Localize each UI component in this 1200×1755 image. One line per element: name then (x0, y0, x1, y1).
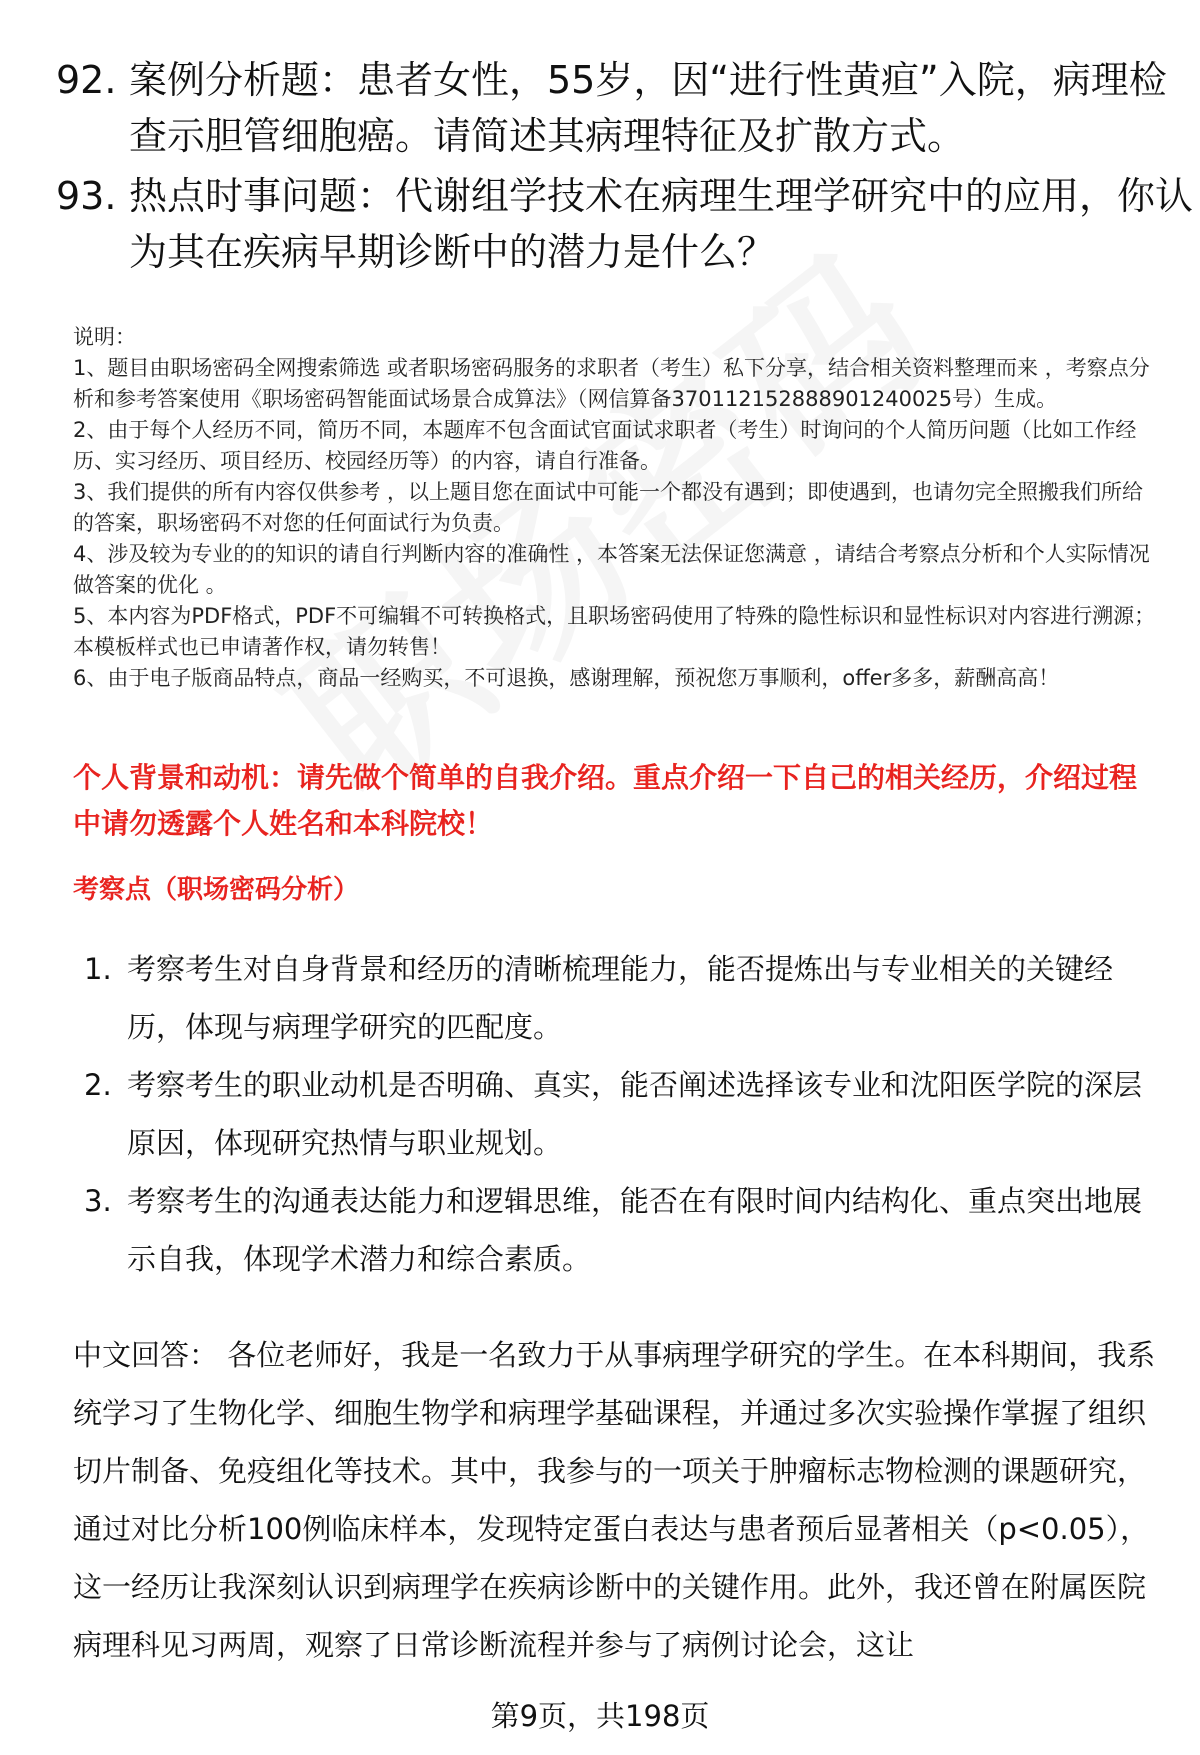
section-heading: 个人背景和动机：请先做个简单的自我介绍。重点介绍一下自己的相关经历，介绍过程中请勿透露个人姓名和本科院校！ (73, 761, 1138, 840)
analysis-point (84, 940, 1164, 1056)
analysis-heading: 考察点（职场密码分析） (73, 875, 360, 905)
note-item: 3、我们提供的所有内容仅供参考 ，以上题目您在面试中可能一个都没有遇到；即使遇到，也请勿完全照搬我们所给的答案，职场密码不对您的任何面试行为负责。 (73, 480, 1144, 535)
analysis-point (84, 1172, 1164, 1288)
note-item: 6、由于电子版商品特点，商品一经购买，不可退换，感谢理解，预祝您万事顺利，offer多多，薪酬高高！ (73, 666, 1060, 690)
analysis-points (84, 940, 1164, 1288)
point-number: 1. (84, 952, 112, 986)
point-text: 考察考生的沟通表达能力和逻辑思维，能否在有限时间内结构化、重点突出地展示自我，体现学术潜力和综合素质。 (127, 1184, 1143, 1276)
point-number: 2. (84, 1068, 112, 1102)
notes-block (73, 322, 1163, 694)
point-text: 考察考生的职业动机是否明确、真实，能否阐述选择该专业和沈阳医学院的深层原因，体现研究热情与职业规划。 (127, 1068, 1143, 1160)
note-item: 4、涉及较为专业的的知识的请自行判断内容的准确性 ，本答案无法保证您满意 ，请结合考察点分析和个人实际情况做答案的优化 。 (73, 542, 1150, 597)
analysis-point (84, 1056, 1164, 1172)
question-number: 93. (56, 174, 117, 218)
question-number: 92. (56, 58, 117, 102)
notes-title: 说明： (73, 325, 136, 349)
question-text: 案例分析题：患者女性，55岁，因“进行性黄疸”入院，病理检查示胆管细胞癌。请简述其病理特征及扩散方式。 (129, 58, 1167, 158)
point-text: 考察考生对自身背景和经历的清晰梳理能力，能否提炼出与专业相关的关键经历，体现与病理学研究的匹配度。 (127, 952, 1114, 1044)
note-item: 5、本内容为PDF格式，PDF不可编辑不可转换格式，且职场密码使用了特殊的隐性标识和显性标识对内容进行溯源；本模板样式也已申请著作权，请勿转售！ (73, 604, 1156, 659)
point-number: 3. (84, 1184, 112, 1218)
answer-text: 中文回答： 各位老师好，我是一名致力于从事病理学研究的学生。在本科期间，我系统学习了生物化学、细胞生物学和病理学基础课程，并通过多次实验操作掌握了组织切片制备、免疫组化等技术。其中，我参与的一项关于肿瘤标志物检测的课题研究，通过对比分析100例临床样本，发现特定蛋白表达与患者预后显著相关（p<0.05），这一经历让我深刻认识到病理学在疾病诊断中的关键作用。此外，我还曾在附属医院病理科见习两周，观察了日常诊断流程并参与了病例讨论会，这让 (73, 1338, 1156, 1662)
page-footer: 第9页，共198页 (490, 1699, 710, 1733)
note-item: 1、题目由职场密码全网搜索筛选 或者职场密码服务的求职者（考生）私下分享，结合相关资料整理而来 ，考察点分析和参考答案使用《职场密码智能面试场景合成算法》（网信算备370112152888901240025号）生成。 (73, 356, 1150, 411)
question-text: 热点时事问题：代谢组学技术在病理生理学研究中的应用，你认为其在疾病早期诊断中的潜力是什么？ (129, 174, 1194, 274)
note-item: 2、由于每个人经历不同，简历不同，本题库不包含面试官面试求职者（考生）时询问的个人简历问题（比如工作经历、实习经历、项目经历、校园经历等）的内容，请自行准备。 (73, 418, 1137, 473)
